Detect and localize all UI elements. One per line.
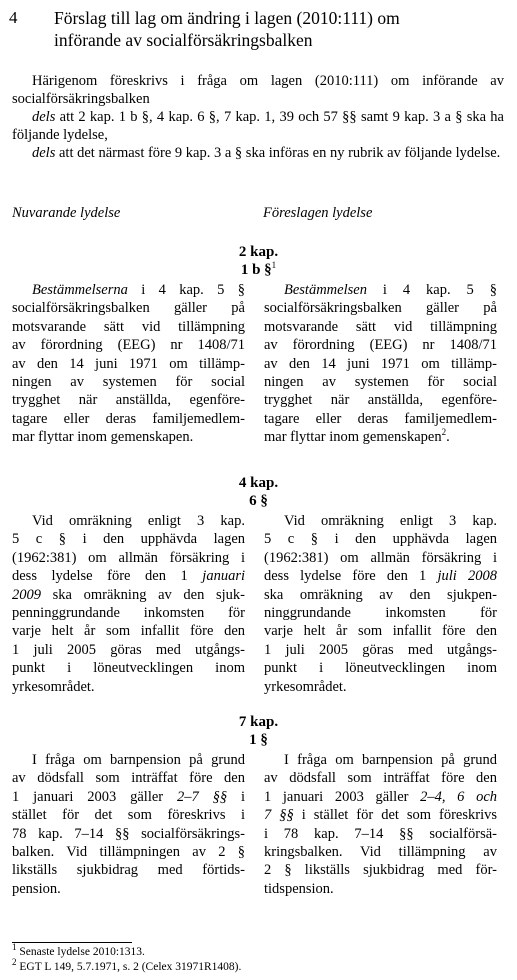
text-line (264, 281, 497, 299)
intro-text (12, 72, 504, 162)
text-line (12, 391, 245, 409)
title-line-2: införande av socialförsäkringsbalken (54, 30, 313, 50)
text-line (264, 861, 497, 879)
text-line (12, 586, 245, 604)
text-line (12, 843, 245, 861)
text-segment: tagare eller deras familjemedlem- (264, 410, 497, 427)
title-line-1: Förslag till lag om ändring i lagen (2010:111) om (54, 8, 400, 28)
text-segment: yrkesområdet. (264, 678, 347, 695)
text-line (12, 373, 245, 391)
text-segment: trygghet när anställda, egenföre- (264, 392, 497, 409)
page-number: 4 (9, 8, 18, 27)
text-segment: socialförsäkringsbalken gäller på (12, 300, 245, 317)
text-line (12, 299, 245, 317)
text-line (12, 825, 245, 843)
text-line (264, 373, 497, 391)
text-segment: I fråga om barnpension på grund (32, 752, 245, 768)
footnote-ref: 1 (271, 260, 277, 270)
text-line (264, 318, 497, 336)
paragraph-number: 1 § (249, 732, 268, 748)
text-line (264, 512, 497, 530)
document-title (54, 7, 494, 51)
text-segment: tidspension. (264, 880, 334, 897)
text-line (12, 355, 245, 373)
text-line (12, 530, 245, 548)
proposed-wording-heading: Föreslagen lydelse (263, 205, 373, 221)
text-line (12, 512, 245, 530)
text-segment: i 4 kap. 5 § (366, 282, 497, 298)
text-line (264, 788, 497, 806)
chapter-heading: 4 kap. (238, 475, 279, 491)
text-segment: i stället för det som föreskrivs (293, 807, 498, 824)
paragraph-heading (0, 492, 517, 510)
text-line (12, 806, 245, 824)
text-segment: punkt i löneutvecklingen inom (264, 660, 497, 677)
text-segment: likställs sjukbidrag med förtids- (12, 862, 245, 879)
amended-text: juli 2008 (437, 568, 497, 585)
text-segment: tagare eller deras familjemedlem- (12, 410, 245, 427)
current-wording-heading: Nuvarande lydelse (12, 205, 121, 221)
dels-text: att 2 kap. 1 b §, 4 kap. 6 §, 7 kap. 1, 39 och 57 §§ samt 9 kap. 3 a § ska ha följande lydelse, (12, 109, 504, 143)
current-wording-text (12, 751, 245, 898)
text-line (264, 678, 497, 696)
text-segment: I fråga om barnpension på grund (284, 752, 497, 768)
proposed-wording-text (264, 281, 497, 447)
paragraph-heading (0, 731, 517, 749)
text-segment: av dödsfall som inträffat före den (12, 770, 245, 787)
text-segment: 2 § likställs sjukbidrag med för- (264, 862, 497, 879)
paragraph-number: 1 b § (240, 262, 272, 278)
text-line (264, 549, 497, 567)
text-segment: ningen av systemen för social (264, 374, 497, 391)
text-line (264, 659, 497, 677)
intro-line-1: Härigenom föreskrivs i fråga om lagen (2010:111) om införande av (32, 73, 504, 89)
amended-text: 2009 (12, 586, 41, 603)
text-line (264, 410, 497, 428)
text-segment: 1 juli 2005 göras med utgångs- (12, 641, 245, 658)
text-segment: Vid omräkning enligt 3 kap. (32, 513, 245, 529)
footnote-mark: 1 (12, 942, 17, 953)
text-line (264, 641, 497, 659)
text-line (12, 428, 245, 446)
current-wording-text (12, 281, 245, 447)
text-line (12, 880, 245, 898)
text-segment: socialförsäkringsbalken gäller på (264, 300, 497, 317)
text-line (264, 604, 497, 622)
paragraph-heading (0, 261, 517, 279)
text-segment: stället för det som föreskrivs i (12, 807, 245, 824)
text-line (264, 336, 497, 354)
proposed-wording-text (264, 512, 497, 696)
text-segment: (1962:381) om allmän försäkring i (12, 549, 245, 566)
text-line (12, 622, 245, 640)
text-line (12, 659, 245, 677)
text-segment: i 78 kap. 7–14 §§ socialförsä- (264, 825, 497, 842)
text-segment: penninggrundande inkomsten för (12, 605, 245, 622)
text-segment: dess lydelse före den 1 (264, 568, 438, 585)
text-line (12, 751, 245, 769)
text-segment: motsvarande sätt vid tillämpning (264, 318, 497, 335)
text-segment: ska omräkning av den sjukpen- (264, 586, 497, 603)
text-line (264, 355, 497, 373)
text-line (12, 281, 245, 299)
text-line (264, 806, 497, 824)
text-segment: ninggrundande inkomsten för (264, 605, 497, 622)
text-segment: yrkesområdet. (12, 678, 95, 695)
chapter-heading: 7 kap. (238, 714, 279, 730)
text-line (264, 530, 497, 548)
text-line (264, 880, 497, 898)
text-segment: ska omräkning av den sjuk- (41, 586, 245, 603)
amended-text: Bestämmelsen (284, 282, 367, 298)
text-segment: pension. (12, 880, 61, 897)
text-segment: 5 c § i den upphävda lagen (12, 531, 245, 548)
text-line (12, 678, 245, 696)
text-line (264, 769, 497, 787)
text-line (12, 604, 245, 622)
text-segment: av förordning (EEG) nr 1408/71 (264, 337, 497, 354)
text-segment: trygghet när anställda, egenföre- (12, 392, 245, 409)
text-line (264, 586, 497, 604)
amended-text: 2–4, 6 och (420, 788, 498, 805)
text-segment: i 4 kap. 5 § (127, 282, 245, 298)
footnote-text: Senaste lydelse 2010:1313. (16, 946, 145, 958)
proposed-wording-text (264, 751, 497, 898)
text-segment: av den 14 juni 1971 om tillämp- (264, 355, 497, 372)
text-line (264, 825, 497, 843)
text-line (12, 769, 245, 787)
text-segment: Vid omräkning enligt 3 kap. (284, 513, 497, 529)
intro-dels-1 (12, 108, 504, 144)
text-segment: mar flyttar inom gemenskapen. (12, 429, 194, 446)
footnote-mark: 2 (12, 957, 17, 968)
text-segment: balken. Vid tillämpningen av 2 § (12, 844, 245, 861)
text-line (264, 428, 497, 446)
text-line (264, 391, 497, 409)
text-segment: 1 januari 2003 gäller (264, 788, 421, 805)
footnote-1 (12, 942, 145, 958)
dels-word: dels (32, 145, 56, 161)
dels-word: dels (32, 109, 56, 125)
text-segment: mar flyttar inom gemenskapen (264, 429, 442, 446)
current-wording-text (12, 512, 245, 696)
text-segment: varje helt år som infallit före den (12, 623, 245, 640)
amended-text: 7 §§ (264, 807, 294, 824)
text-line (12, 861, 245, 879)
text-line (264, 622, 497, 640)
text-line (12, 549, 245, 567)
intro-dels-2 (12, 144, 504, 162)
text-line (12, 318, 245, 336)
text-segment: 5 c § i den upphävda lagen (264, 531, 497, 548)
text-line (12, 336, 245, 354)
footnote-2 (12, 957, 242, 973)
text-segment: punkt i löneutvecklingen inom (12, 660, 245, 677)
text-line (264, 567, 497, 585)
text-line (12, 641, 245, 659)
text-line (12, 788, 245, 806)
text-segment: . (446, 429, 450, 446)
intro-line-2: socialförsäkringsbalken (12, 91, 150, 107)
text-line (264, 751, 497, 769)
text-segment: dess lydelse före den 1 (12, 568, 203, 585)
text-segment: i (227, 788, 246, 805)
text-line (264, 843, 497, 861)
footnote-ref: 2 (441, 427, 447, 438)
text-segment: varje helt år som infallit före den (264, 623, 497, 640)
text-segment: ningen av systemen för social (12, 374, 245, 391)
footnote-text: EGT L 149, 5.7.1971, s. 2 (Celex 31971R1408). (16, 961, 242, 973)
amended-text: 2–7 §§ (176, 788, 228, 805)
amended-text: januari (202, 568, 245, 585)
paragraph-number: 6 § (249, 493, 268, 509)
text-line (264, 299, 497, 317)
chapter-heading: 2 kap. (238, 244, 279, 260)
text-segment: kringsbalken. Vid tillämpning av (264, 844, 497, 861)
text-segment: (1962:381) om allmän försäkring i (264, 549, 497, 566)
text-segment: av den 14 juni 1971 om tillämp- (12, 355, 245, 372)
text-segment: av dödsfall som inträffat före den (264, 770, 497, 787)
text-segment: av förordning (EEG) nr 1408/71 (12, 337, 245, 354)
amended-text: Bestämmelserna (32, 282, 128, 298)
text-segment: 1 juli 2005 göras med utgångs- (264, 641, 497, 658)
text-line (12, 567, 245, 585)
text-segment: motsvarande sätt vid tillämpning (12, 318, 245, 335)
footnote-divider (12, 942, 132, 943)
text-segment: 78 kap. 7–14 §§ socialförsäkrings- (12, 825, 245, 842)
dels-text: att det närmast före 9 kap. 3 a § ska införas en ny rubrik av följande lydelse. (55, 145, 501, 161)
text-line (12, 410, 245, 428)
text-segment: 1 januari 2003 gäller (12, 788, 177, 805)
